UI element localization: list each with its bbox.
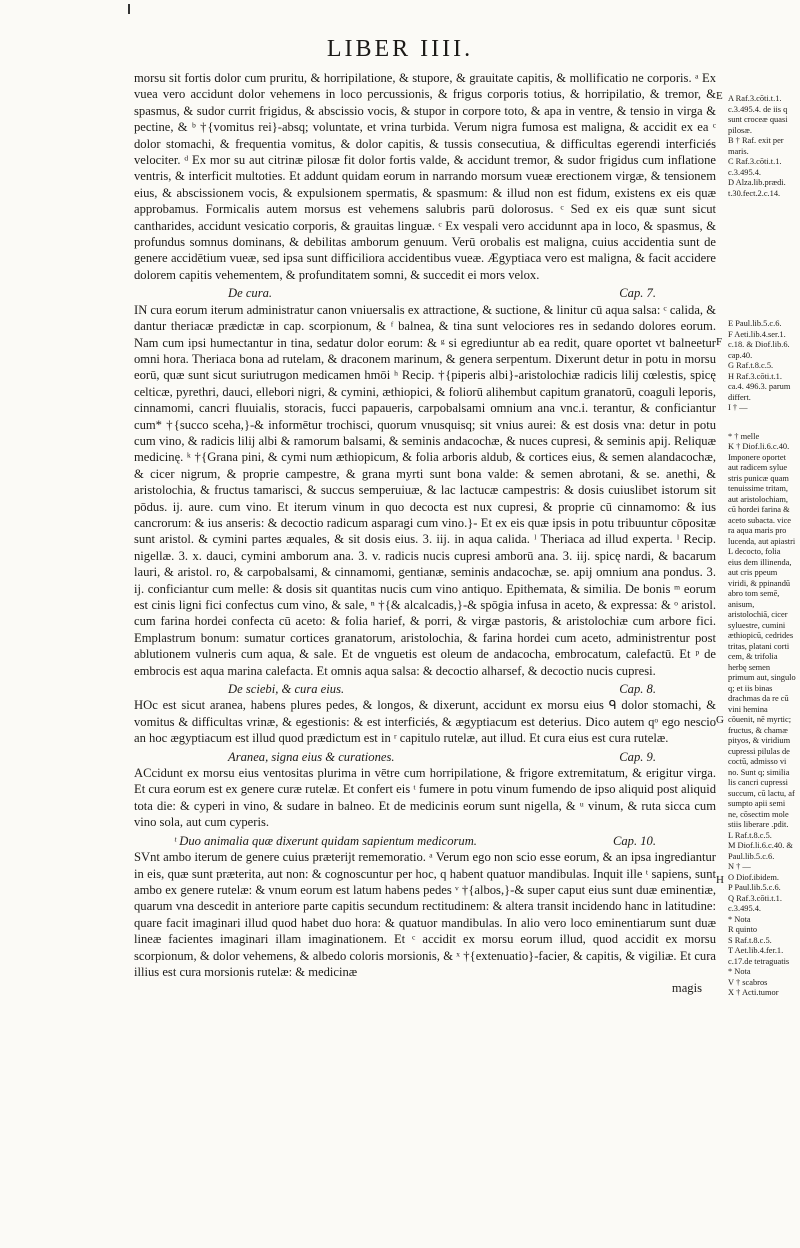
margin-note: N † — [728,862,751,871]
heading-title: De sciebi, & cura eius. [228,682,345,697]
margin-notes [728,94,796,999]
section-heading [134,285,716,301]
paragraph: IN cura eorum iterum administratur canon vniuersalis ex attractione, & suctione, & linitur cū aqua salsa: ᶜ calida, & dantur theriacæ prædictæ in cap. scorpionum, & ᶠ balnea, & tina sunt velociores res in sedando dolores eorum. Nam cum ipsi humectantur in tina, sedatur dolor eorum: & ᵍ si egrediuntur ab ea redit, quare oportet vt balneetur omni hora. Theriaca bona ad rutelam, & draconem marinum, & genera serpentum. Dixerunt detur in potu in morsu eorū, quæ sunt sicut suriutrugon medicamen hmōi ʰ Recip. †{piperis albi}-aristolochiæ radicis lilij cœlestis, spicę celticæ, pyrethri, dauci, ellebori nigri, & cymini, æthiopici, & foliorū alihembut capitum granatorū, coaguli leporis, cinnamomi, cancri fluuialis, storacis, fucci papaueris, carpobalsami omnium ana vnc.i. terantur, & conficiantur cum* †{succo sceha,}-& informētur trochisci, quorum vnusquisq; sit vnius aurei: & est dosis vna: detur in potu cum vino, & radicis lilij albi & ramorum balsami, & seminis andacochæ, & nuces cupresi, & seminis apij. Reliquæ medicinę. ᵏ †{Grana pini, & cymi num æthiopicum, & folia arboris aldub, & cortices eius, & semen alandacochæ, & cicer nigrum, & proprie campestre, & grana myrti sunt bona valde: & semen abrotani, & se. anethi, & aristolochia, & fructus tamarisci, & succus semperuiuæ, & lac lactucæ campestris: & dosis cuiuslibet istorum sit pōdus. ij. aure. cum vino. Et iterum vinum in quo decocta est nux cupresi, & proprie cū cinnamomo: & ius cancrorum: & ius anseris: & decoctio radicum asparagi cum vino.}- Et ex eis quæ ipsis in potu tribuuntur cōpositæ sunt aristol. & cymini partes æquales, & sit dosis eius. 3. iij. in aqua calida. ˡ Theriaca ad illud experta. ˡ Recip. nigellæ. 3. x. dauci, cymini amborum ana. 3. v. radicis nucis cupresi amborū ana. 3. iij. spicę nardi, & bacarum lauri, & aristol. ro, & carpobalsami, & cinnamomi, gentianæ, seminis andacochæ, se. apij omnium ana pondus. 3. ij. conficiantur cum melle: & dosis sit quantitas nucis cum vino antiquo. Epithemata, & similia. De bonis ᵐ eorum est cinis ligni fici confectus cum vino, & sale, ⁿ †{& alcalcadis,}-& spōgia infusa in aceto, & expressa: & ᵒ aristol. cum farina hordei confecta cū aceto: & folia harief, & porri, & virgæ pastoris, & aristolochiæ cum arbore fici. Emplastrum bonum: sumatur cortices granatorum, aristolochia, & farina hordei cum aceto, administrentur post ablutionem vulneris cum aqua, & sale. Et de vnguetis est oleum de andacocha, embrocatum, calefactū. Et ᵖ de embrocis est aqua marina calefacta. Et omnis aqua salsa: & decoctio alharsef, & decoctio nucis cupresi. [134,302,716,678]
margin-note: I † — [728,403,748,412]
page-mark [128,4,130,14]
page-title: LIBER IIII. [326,36,474,62]
paragraph: HOc est sicut aranea, habens plures pedes, & longos, & dixerunt, accidunt ex morsu eius ᑫ dolor stomachi, & vomitus & difficultas vrinæ, & egestionis: & est interficiés, & ægyptiacum est deterius. Dico autem qᵒ ego nescio an hoc ægyptiacum est illud quod prædictum est in ʳ capitulo rutelæ, aut illud. Et cura eius est cura rutelæ. [134,698,716,746]
margin-note: X † Acti.tumor [728,988,779,997]
heading-title: ᵗ Duo animalia quæ dixerunt quidam sapientum medicorum. [174,833,477,848]
margin-note: D Alza.lib.prædi. t.30.fect.2.c.14. [728,178,786,198]
margin-note: R quinto [728,925,758,934]
margin-letter: F [716,336,723,348]
heading-title: Aranea, signa eius & curationes. [228,749,395,764]
margin-note: B † Raf. exit per maris. [728,136,784,156]
margin-note: H Raf.3.cōti.t.1. ca.4. 496.3. parum differt. [728,371,791,402]
margin-note: A Raf.3.cōti.t.1. c.3.495.4. de iis q sunt croceæ quasi pilosæ. [728,94,788,135]
margin-note: L decocto, folia eius dem illinenda, aut cris ppeum viridi, & ppinandū abro tom semē, anisum, aristolochiā, cicer syluestre, cumini æthiopicū, cedrides tritas, platani corti cem, & trifolia herbę semen primum aut, singulo q; et iis binas drachmas da re cū vini hemina cōuenit, nē myrtic; fructus, & chamæ pityos, & viridium cupressi pilulas de coctū, admisso vi no. Sunt q; similia lis cancri cupressi succum, cū lactu, af sumpto apii semi ne, cōsectim mole stiis liberare .pdit. [728,547,796,829]
margin-letter: E [716,90,723,102]
heading-title: De cura. [228,286,273,301]
margin-note: G Raf.t.8.c.5. [728,361,774,370]
margin-note: Q Raf.3.cōti.t.1. c.3.495.4. [728,893,782,913]
margin-note: T Aet.lib.4.fer.1. c.17.de tetraguatis [728,946,790,966]
chapter-number: Cap. 7. [619,286,656,301]
paragraph: morsu sit fortis dolor cum pruritu, & horripilatione, & stupore, & grauitate capitis, & mollificatio ne corporis. ᵃ Ex vuea vero accidunt dolor vehemens in loco percussionis, & frigus corporis totius, & horripilatio, & tremor, & spasmus, & sudor currit frigidus, & abscissio vocis, & stupor in corpore toto, & apa in ventre, & tensio in virga & pectine, & ᵇ †{vomitus rei}-absq; voluntate, et vrina turbida. Verum nigra fumosa est maligna, & accidit ex ea ᶜ dolor stomachi, & frequentia vomitus, & dolor capitis, & tussis consecutiua, & difficultas egerendi interficiés velociter. ᵈ Ex mor su aut citrinæ pilosæ fit dolor fortis valde, & accidunt tremor, & sudor frigidus cum inflatione ventris, & interficit multoties. Et addunt quidam eorum in narrando morsum vueæ erectionem virgæ, & tensionem eius, & abscissionem vocis, & expulsionem spermatis, & spasmum: & illud non est fidum, existens ex eis quæ approbamus. Formicalis autem morsus est vehemens salubris parū dolorosus. ᶜ Sed ex eis quæ sunt sicut cantharides, accidunt vesicatio corporis, & grauitas linguæ. ᶜ Ex vespali vero accidunnt apa in loco, & spasmus, & profundus somnus dominans, & debilitas amborum genuum. Verū orobalis est maligna, cuius accidentia sunt de genere accidētium vueæ, sed ipsa sunt difficiliora accidentibus vueæ. Ægyptiaca vero est maligna, & facit accidere dolorem capitis vehementem, & profunditatem somni, & succedit ei mors velox. [134,71,716,282]
margin-letter: G [716,714,724,726]
section-heading [134,681,716,697]
section-heading [134,749,716,765]
margin-note: V † scabros [728,977,768,987]
margin-note: O Diof.ibidem. [728,872,779,882]
chapter-number: Cap. 8. [619,682,656,697]
chapter-number: Cap. 10. [612,833,656,848]
margin-note: K † Diof.li.6.c.40. Imponere oportet aut radicem sylue stris punicæ quam tenuissime tritam, aut aristolochiam, cū hordei farina & aceto subacta. vice ra aqua maris pro lucenda, aut apiastri [728,442,796,546]
margin-letter: H [716,874,724,886]
chapter-number: Cap. 9. [619,749,656,764]
paragraph: ACcidunt ex morsu eius ventositas plurima in vētre cum horripilatione, & frigore extremitatum, & erigitur virga. Et cura eorum est ex genere curæ rutelæ. Et confert eis ᵗ fumere in potu vinum fumendo de ipso aliquid post aliquid tota die: & cyperi in vino, & sudare in balneo. Et de medicinis eorum sunt nigella, & ᵘ vinum, & ruta sicca cum vino sola, aut cum cyperis. [134,766,716,830]
margin-note: C Raf.3.cōti.t.1. c.3.495.4. [728,157,782,177]
paragraph: SVnt ambo iterum de genere cuius præterijt rememoratio. ᵃ Verum ego non scio esse eorum, & an ipsa ingrediantur in eis, quæ sunt præterita, aut non: & cognoscuntur per hoc, q habent quatuor mandibulas. Inquit ille ᵗ sapiens, sunt ambo ex genere rutelæ: & vnum eorum est latum habens pedes ᵛ †{albos,}-& super caput eius sunt duæ eminentiæ, quarum vna descedit in anteriore parte capitis secundum rectitudinem: & altera transit incidendo hanc in latitudine: quare facit imaginari illud quod habet duo hora: & quatuor mandibulas. In alio vero loco eminentiarum sunt duæ lineæ facientes imaginari illam imaginationem. Et ᶜ accidit ex morsu eorum illud, quod accidit ex morsu scorpionum, & dolor vehemens, & albedo coloris morsionis, & ˣ †{extenuatio}-facier, & capitis, & vigiliæ. Et cura illius est cura morsionis rutelæ: & medicinæ [134,850,716,979]
margin-note: M Diof.li.6.c.40. & Paul.lib.5.c.6. [728,841,793,861]
margin-note: * † melle [728,431,760,441]
section-heading [134,833,716,849]
margin-note: P Paul.lib.5.c.6. [728,883,781,892]
catchword: magis [671,981,702,996]
margin-note: L Raf.t.8.c.5. [728,830,772,840]
main-text [134,70,716,997]
margin-note: * Nota [728,914,751,924]
margin-note: * Nota [728,967,751,976]
margin-note: F Aeti.lib.4.ser.1. c.18. & Diof.lib.6. cap.40. [728,329,790,360]
margin-note: S Raf.t.8.c.5. [728,935,772,945]
margin-note: E Paul.lib.5.c.6. [728,319,782,328]
